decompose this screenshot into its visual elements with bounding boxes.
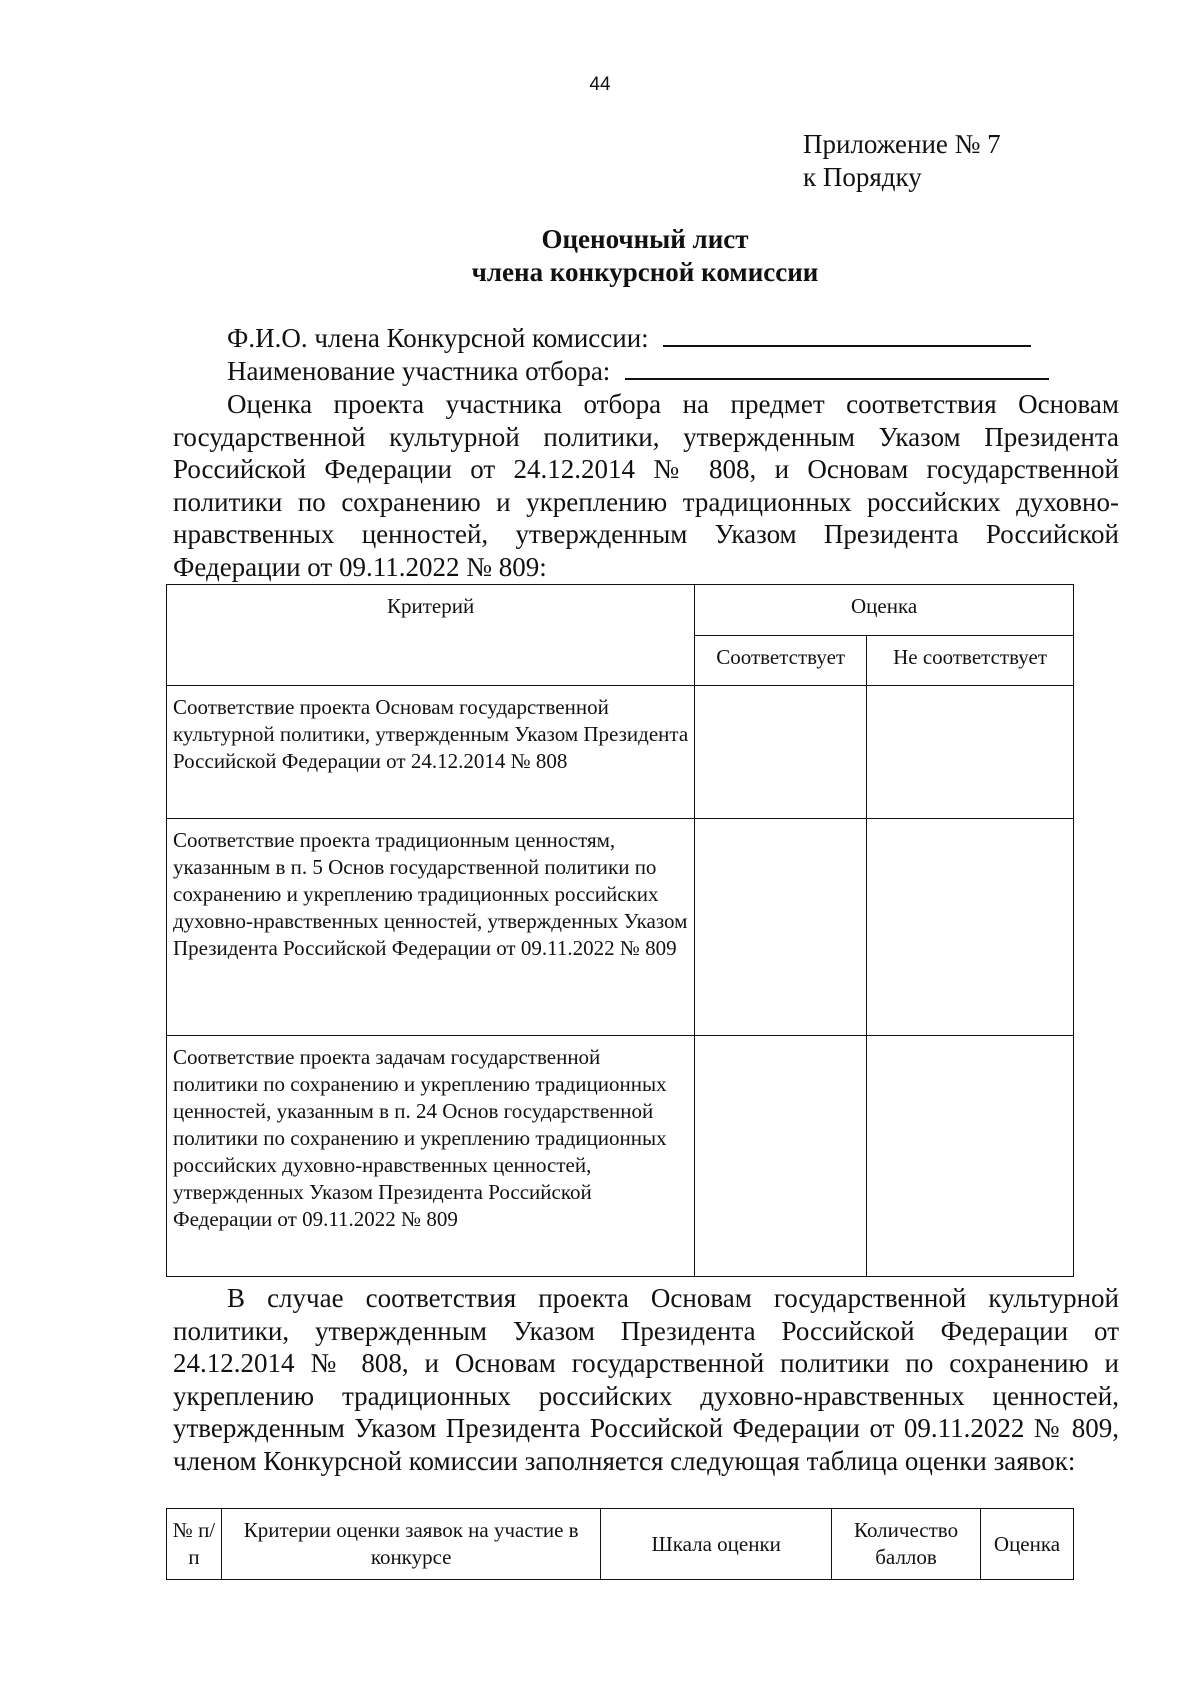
participant-field	[173, 355, 1119, 388]
header-number: № п/п	[167, 1509, 222, 1580]
criterion-cell: Соответствие проекта задачам государственной политики по сохранению и укреплению традиционных ценностей, указанным в п. 24 Основ государственной политики по сохранению и укреплению традиционных российских духовно-нравственных ценностей, утвержденных Указом Президента Российской Федерации от 09.11.2022 № 809	[167, 1036, 695, 1277]
criterion-cell: Соответствие проекта традиционным ценностям, указанным в п. 5 Основ государственной политики по сохранению и укреплению традиционных российских духовно-нравственных ценностей, утвержденных Указом Президента Российской Федерации от 09.11.2022 № 809	[167, 819, 695, 1036]
participant-label: Наименование участника отбора:	[227, 356, 611, 386]
table-row	[167, 1036, 1074, 1277]
compliance-table-wrapper	[166, 584, 1112, 1277]
document-title	[0, 223, 1200, 289]
criterion-cell: Соответствие проекта Основам государственной культурной политики, утвержденным Указом Президента Российской Федерации от 24.12.2014 № 808	[167, 686, 695, 819]
member-name-blank[interactable]	[663, 323, 1031, 347]
table-row	[167, 819, 1074, 1036]
header-score: Оценка	[981, 1509, 1074, 1580]
evaluation-table	[166, 1508, 1074, 1580]
appendix-reference	[803, 128, 1001, 194]
appendix-to: к Порядку	[803, 162, 922, 192]
header-scale: Шкала оценки	[601, 1509, 832, 1580]
member-name-label: Ф.И.О. члена Конкурсной комиссии:	[227, 323, 649, 353]
not-complies-cell[interactable]	[867, 686, 1074, 819]
header-rating: Оценка	[695, 585, 1074, 636]
appendix-number: Приложение № 7	[803, 129, 1001, 159]
document-title-line1: Оценочный лист	[541, 224, 749, 254]
header-complies: Соответствует	[695, 635, 867, 686]
header-not-complies: Не соответствует	[867, 635, 1074, 686]
evaluation-table-wrapper	[166, 1508, 1112, 1580]
page-number: 44	[589, 74, 611, 95]
complies-cell[interactable]	[695, 686, 867, 819]
form-body	[173, 322, 1119, 584]
second-paragraph-wrapper	[173, 1282, 1119, 1478]
header-criterion: Критерий	[167, 585, 695, 686]
table-row	[167, 686, 1074, 819]
not-complies-cell[interactable]	[867, 1036, 1074, 1277]
complies-cell[interactable]	[695, 1036, 867, 1277]
complies-cell[interactable]	[695, 819, 867, 1036]
member-name-field	[173, 322, 1119, 355]
header-points: Количество баллов	[832, 1509, 981, 1580]
second-paragraph: В случае соответствия проекта Основам государственной культурной политики, утвержденным Указом Президента Российской Федерации от 24.12.2014 № 808, и Основам государственной политики по сохранению и укреплению традиционных российских духовно-нравственных ценностей, утвержденным Указом Президента Российской Федерации от 09.11.2022 № 809, членом Конкурсной комиссии заполняется следующая таблица оценки заявок:	[173, 1283, 1119, 1476]
not-complies-cell[interactable]	[867, 819, 1074, 1036]
compliance-table	[166, 584, 1074, 1277]
intro-paragraph: Оценка проекта участника отбора на предмет соответствия Основам государственной культурной политики, утвержденным Указом Президента Российской Федерации от 24.12.2014 № 808, и Основам государственной политики по сохранению и укреплению традиционных российских духовно-нравственных ценностей, утвержденным Указом Президента Российской Федерации от 09.11.2022 № 809:	[173, 389, 1119, 582]
header-criteria: Критерии оценки заявок на участие в конкурсе	[221, 1509, 600, 1580]
participant-blank[interactable]	[625, 356, 1049, 380]
document-title-line2: члена конкурсной комиссии	[471, 257, 819, 287]
